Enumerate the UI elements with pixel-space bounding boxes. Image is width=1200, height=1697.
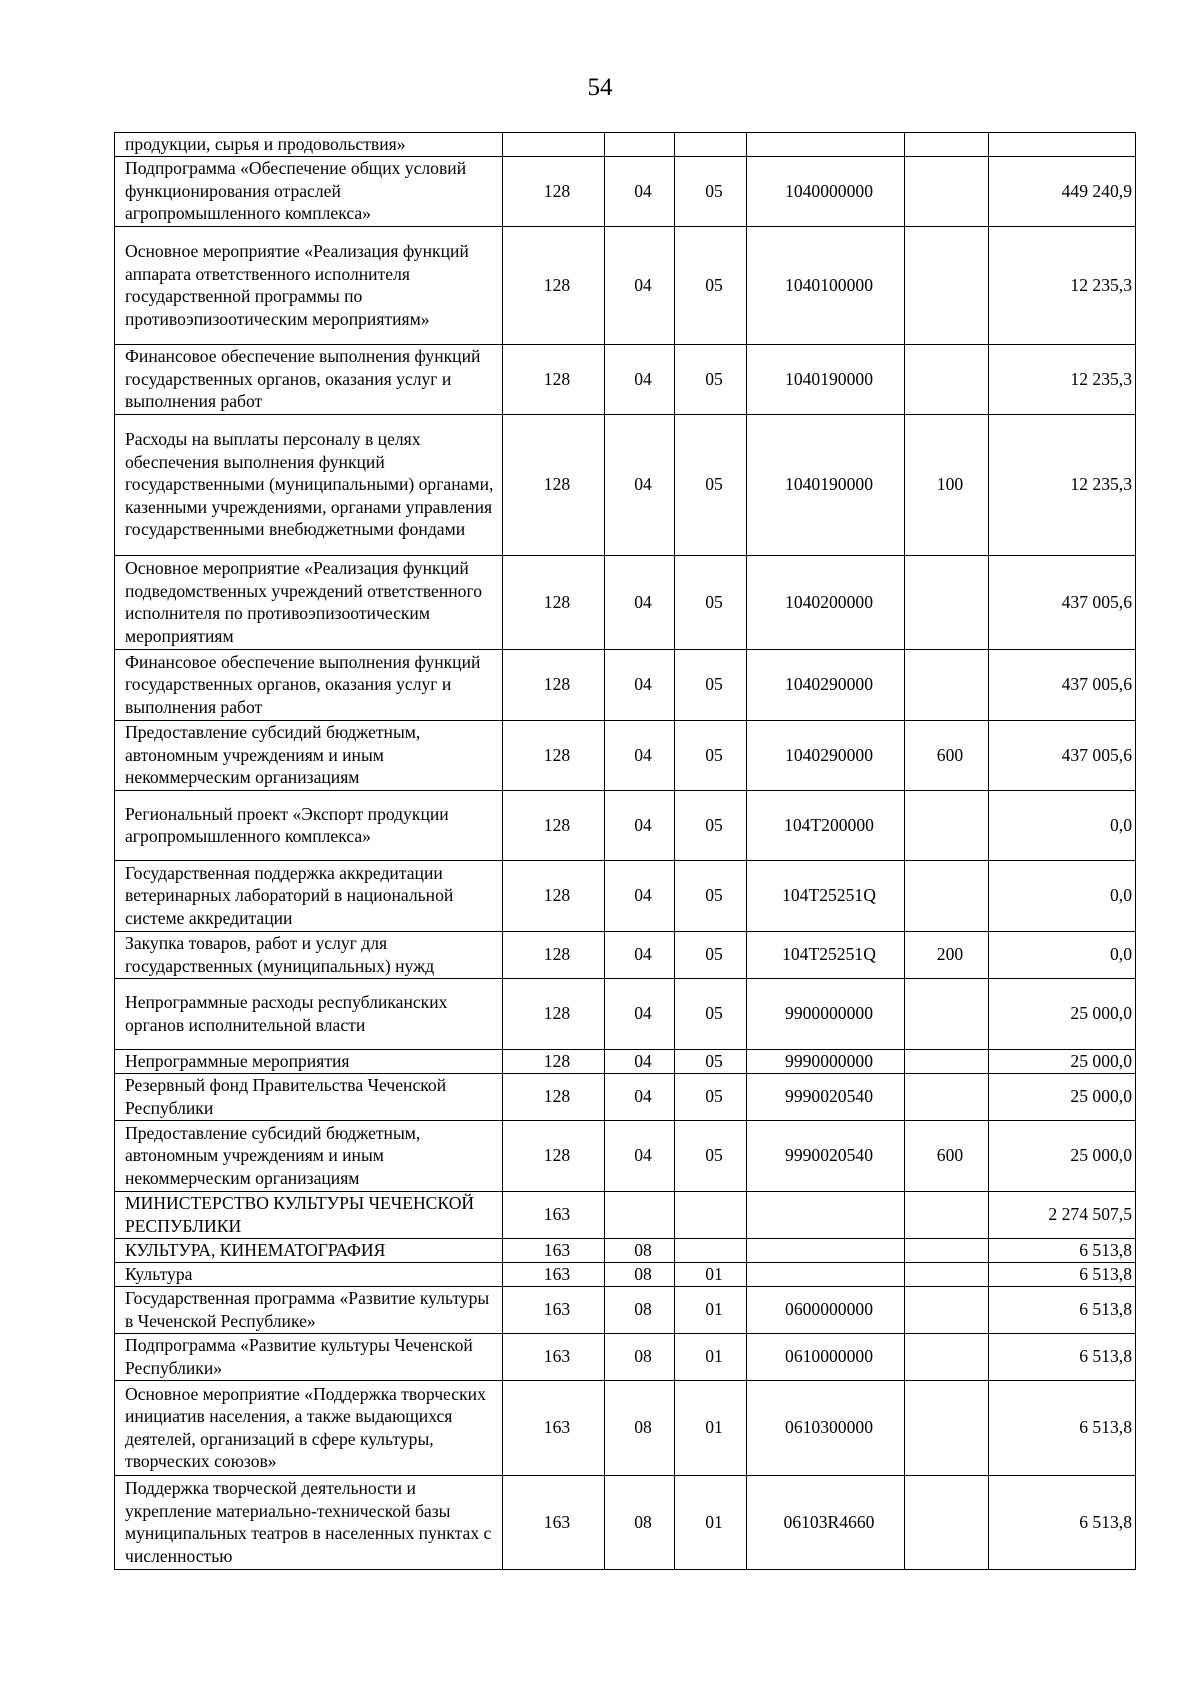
table-row [115,133,1136,157]
table-row [115,931,1136,978]
row-expense-type [905,1286,989,1333]
row-target-article: 1040200000 [747,555,905,649]
row-ministry-code: 128 [503,344,605,414]
row-amount: 12 235,3 [989,414,1136,555]
row-section: 08 [605,1238,675,1262]
table-row [115,555,1136,649]
row-ministry-code: 128 [503,1073,605,1120]
row-subsection: 05 [675,860,747,931]
row-section: 04 [605,414,675,555]
table-row [115,978,1136,1049]
row-ministry-code: 128 [503,978,605,1049]
page-number: 54 [587,74,613,101]
row-target-article [747,1262,905,1286]
row-target-article: 1040000000 [747,156,905,226]
row-target-article: 104T25251Q [747,931,905,978]
row-section: 04 [605,156,675,226]
table-row [115,1073,1136,1120]
table-row [115,720,1136,790]
row-ministry-code: 128 [503,931,605,978]
row-ministry-code: 163 [503,1262,605,1286]
table-row [115,1333,1136,1380]
row-expense-type: 600 [905,720,989,790]
table-row [115,414,1136,555]
row-name: Основное мероприятие «Реализация функций аппарата ответственного исполнителя государственной программы по противоэпизоотическим мероприятиям» [115,226,503,344]
row-ministry-code [503,133,605,157]
row-section: 04 [605,555,675,649]
row-expense-type [905,978,989,1049]
table-row [115,344,1136,414]
row-section: 04 [605,344,675,414]
table-row [115,1286,1136,1333]
row-name: Финансовое обеспечение выполнения функций государственных органов, оказания услуг и выполнения работ [115,649,503,720]
row-name: Закупка товаров, работ и услуг для государственных (муниципальных) нужд [115,931,503,978]
row-target-article: 1040190000 [747,414,905,555]
table-row [115,1238,1136,1262]
row-target-article: 1040190000 [747,344,905,414]
row-subsection: 05 [675,790,747,860]
row-name: Основное мероприятие «Реализация функций подведомственных учреждений ответственного исполнителя по противоэпизоотическим мероприятиям [115,555,503,649]
row-subsection: 05 [675,555,747,649]
row-ministry-code: 163 [503,1191,605,1238]
row-subsection: 05 [675,1120,747,1191]
row-subsection [675,1191,747,1238]
row-target-article: 9990020540 [747,1120,905,1191]
row-section: 08 [605,1286,675,1333]
row-name: Непрограммные расходы республиканских органов исполнительной власти [115,978,503,1049]
row-ministry-code: 128 [503,720,605,790]
row-amount: 0,0 [989,931,1136,978]
row-expense-type [905,649,989,720]
row-expense-type [905,1333,989,1380]
row-subsection: 05 [675,1073,747,1120]
row-subsection: 01 [675,1333,747,1380]
row-section: 04 [605,720,675,790]
row-amount: 25 000,0 [989,1120,1136,1191]
row-name: Резервный фонд Правительства Чеченской Республики [115,1073,503,1120]
row-amount: 6 513,8 [989,1475,1136,1569]
row-ministry-code: 163 [503,1238,605,1262]
row-target-article: 1040290000 [747,720,905,790]
row-section [605,1191,675,1238]
row-subsection: 05 [675,649,747,720]
row-name: Государственная программа «Развитие культуры в Чеченской Республике» [115,1286,503,1333]
row-section: 04 [605,1120,675,1191]
row-ministry-code: 163 [503,1380,605,1475]
row-amount [989,133,1136,157]
row-subsection: 05 [675,720,747,790]
row-ministry-code: 128 [503,1120,605,1191]
table-row [115,860,1136,931]
table-row [115,790,1136,860]
table-row [115,1120,1136,1191]
table-row [115,1380,1136,1475]
table-row [115,1262,1136,1286]
row-amount: 6 513,8 [989,1262,1136,1286]
row-name: Региональный проект «Экспорт продукции агропромышленного комплекса» [115,790,503,860]
row-expense-type: 100 [905,414,989,555]
row-name: МИНИСТЕРСТВО КУЛЬТУРЫ ЧЕЧЕНСКОЙ РЕСПУБЛИКИ [115,1191,503,1238]
row-target-article: 9990000000 [747,1049,905,1073]
row-ministry-code: 128 [503,226,605,344]
row-ministry-code: 163 [503,1333,605,1380]
table-row [115,649,1136,720]
row-name: Финансовое обеспечение выполнения функций государственных органов, оказания услуг и выполнения работ [115,344,503,414]
row-ministry-code: 128 [503,414,605,555]
row-target-article: 9900000000 [747,978,905,1049]
row-name: Культура [115,1262,503,1286]
row-subsection: 05 [675,156,747,226]
row-expense-type [905,860,989,931]
row-name: Предоставление субсидий бюджетным, автономным учреждениям и иным некоммерческим организациям [115,1120,503,1191]
row-section: 04 [605,1049,675,1073]
row-amount: 449 240,9 [989,156,1136,226]
row-name: КУЛЬТУРА, КИНЕМАТОГРАФИЯ [115,1238,503,1262]
row-name: Подпрограмма «Развитие культуры Чеченской Республики» [115,1333,503,1380]
row-ministry-code: 128 [503,156,605,226]
row-section: 08 [605,1333,675,1380]
row-amount: 437 005,6 [989,720,1136,790]
table-row [115,1049,1136,1073]
row-target-article: 0600000000 [747,1286,905,1333]
row-expense-type: 200 [905,931,989,978]
row-expense-type [905,1191,989,1238]
row-subsection: 05 [675,931,747,978]
row-amount: 6 513,8 [989,1380,1136,1475]
row-expense-type [905,156,989,226]
row-name: Государственная поддержка аккредитации ветеринарных лабораторий в национальной системе аккредитации [115,860,503,931]
row-expense-type [905,133,989,157]
row-section: 04 [605,790,675,860]
table-row [115,226,1136,344]
row-target-article: 9990020540 [747,1073,905,1120]
table-row [115,1191,1136,1238]
row-amount: 0,0 [989,790,1136,860]
row-target-article: 104T200000 [747,790,905,860]
row-expense-type [905,1238,989,1262]
row-subsection [675,1238,747,1262]
row-ministry-code: 128 [503,649,605,720]
row-amount: 25 000,0 [989,1049,1136,1073]
row-expense-type [905,555,989,649]
row-amount: 437 005,6 [989,649,1136,720]
row-amount: 0,0 [989,860,1136,931]
row-amount: 12 235,3 [989,226,1136,344]
row-amount: 12 235,3 [989,344,1136,414]
row-expense-type [905,344,989,414]
row-amount: 6 513,8 [989,1333,1136,1380]
row-target-article: 104T25251Q [747,860,905,931]
row-name: продукции, сырья и продовольствия» [115,133,503,157]
row-ministry-code: 128 [503,860,605,931]
row-subsection: 05 [675,978,747,1049]
row-subsection [675,133,747,157]
row-amount: 437 005,6 [989,555,1136,649]
row-ministry-code: 128 [503,555,605,649]
row-expense-type [905,1073,989,1120]
row-target-article: 0610300000 [747,1380,905,1475]
row-expense-type [905,1262,989,1286]
row-target-article: 1040290000 [747,649,905,720]
row-expense-type [905,1475,989,1569]
row-ministry-code: 128 [503,790,605,860]
row-expense-type [905,226,989,344]
row-target-article: 1040100000 [747,226,905,344]
table-row [115,1475,1136,1569]
row-subsection: 05 [675,1049,747,1073]
row-ministry-code: 128 [503,1049,605,1073]
row-target-article [747,133,905,157]
row-section: 08 [605,1380,675,1475]
row-section: 04 [605,649,675,720]
row-section: 08 [605,1262,675,1286]
row-subsection: 01 [675,1262,747,1286]
row-subsection: 01 [675,1286,747,1333]
row-name: Предоставление субсидий бюджетным, автономным учреждениям и иным некоммерческим организациям [115,720,503,790]
row-subsection: 05 [675,344,747,414]
row-name: Подпрограмма «Обеспечение общих условий функционирования отраслей агропромышленного комплекса» [115,156,503,226]
row-amount: 6 513,8 [989,1286,1136,1333]
row-section [605,133,675,157]
row-expense-type [905,790,989,860]
row-subsection: 01 [675,1380,747,1475]
row-name: Непрограммные мероприятия [115,1049,503,1073]
row-target-article: 06103R4660 [747,1475,905,1569]
row-ministry-code: 163 [503,1475,605,1569]
row-amount: 25 000,0 [989,1073,1136,1120]
row-amount: 6 513,8 [989,1238,1136,1262]
row-subsection: 05 [675,414,747,555]
table-row [115,156,1136,226]
row-amount: 2 274 507,5 [989,1191,1136,1238]
row-expense-type: 600 [905,1120,989,1191]
row-target-article [747,1191,905,1238]
row-section: 04 [605,226,675,344]
row-name: Расходы на выплаты персоналу в целях обеспечения выполнения функций государственными (муниципальными) органами, казенными учреждениями, органами управления государственными внебюджетными фондами [115,414,503,555]
row-expense-type [905,1380,989,1475]
row-name: Поддержка творческой деятельности и укрепление материально-технической базы муниципальных театров в населенных пунктах с численностью [115,1475,503,1569]
row-section: 04 [605,1073,675,1120]
row-subsection: 05 [675,226,747,344]
budget-table [114,132,1136,1570]
row-target-article [747,1238,905,1262]
row-ministry-code: 163 [503,1286,605,1333]
row-section: 08 [605,1475,675,1569]
row-subsection: 01 [675,1475,747,1569]
row-target-article: 0610000000 [747,1333,905,1380]
row-expense-type [905,1049,989,1073]
row-amount: 25 000,0 [989,978,1136,1049]
row-section: 04 [605,931,675,978]
row-name: Основное мероприятие «Поддержка творческих инициатив населения, а также выдающихся деятелей, организаций в сфере культуры, творческих союзов» [115,1380,503,1475]
row-section: 04 [605,978,675,1049]
row-section: 04 [605,860,675,931]
